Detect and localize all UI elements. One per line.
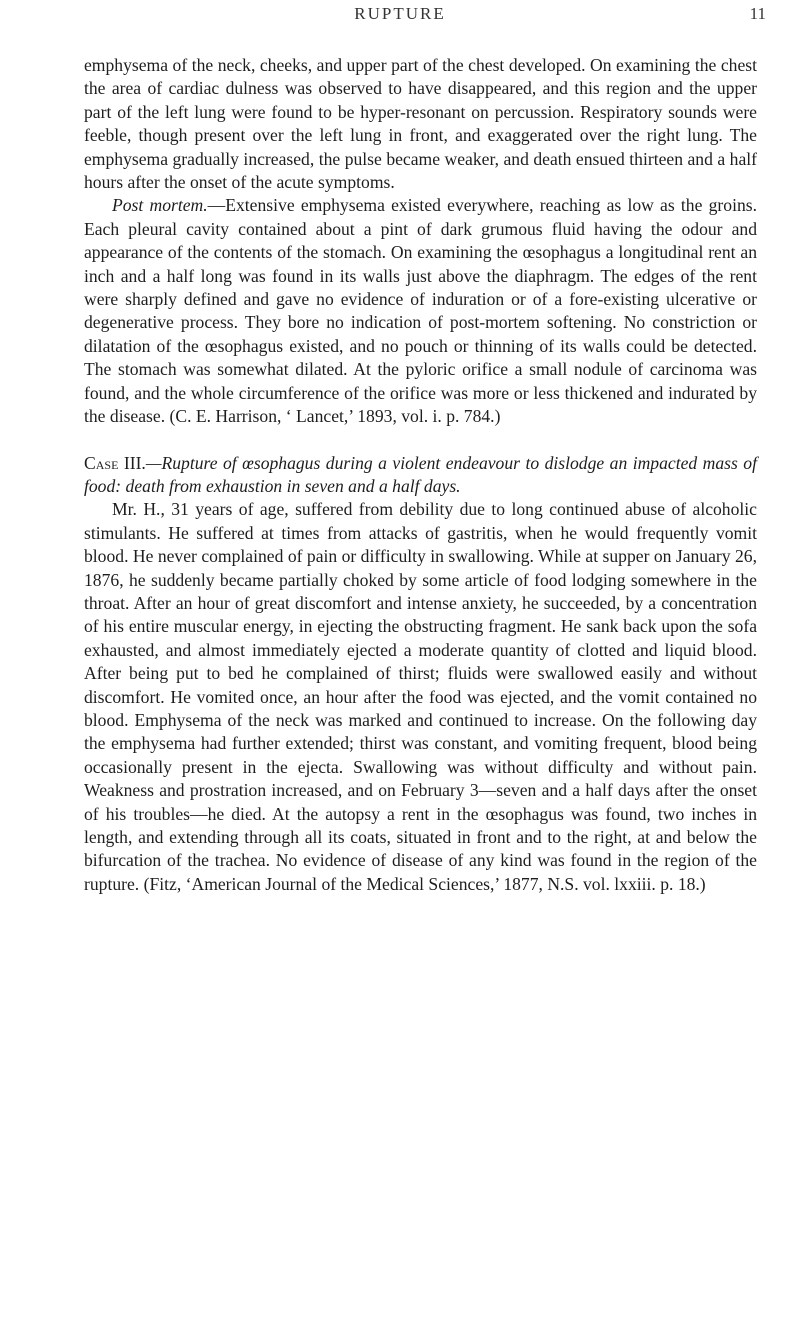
post-mortem-text: —Extensive emphysema existed everywhere, reaching as low as the groins. Each pleural cavity contained about a pint of dark grumous fluid having the odour and appearance of the contents of the stomach. On examining the œsophagus a longitudinal rent an inch and a half long was found in its walls just above the diaphragm. The edges of the rent were sharply defined and gave no evidence of induration or of a fore-existing ulcerative or degenerative process. They bore no indication of post-mortem softening. No constriction or dilatation of the œsophagus existed, and no pouch or thinning of its walls could be detected. The stomach was somewhat dilated. At the pyloric orifice a small nodule of carcinoma was found, and the whole circumference of the orifice was more or less thickened and indurated by the disease. (C. E. Harrison, ‘ Lancet,’ 1893, vol. i. p. 784.) (84, 195, 758, 427)
running-head (0, 4, 800, 28)
case3-title: —Rupture of œsophagus during a violent endeavour to dislodge an impacted mass of food: death from exhaustion in seven and a half days. (84, 452, 757, 496)
case3-label: Case III. (84, 452, 146, 473)
case2-continued-paragraph: emphysema of the neck, cheeks, and upper part of the chest developed. On examining the chest the area of cardiac dulness was observed to have disappeared, and this region and the upper part of the left lung were found to be hyper-resonant on percussion. Respiratory sounds were feeble, though present over the left lung in front, and exaggerated over the right lung. The emphysema gradually increased, the pulse became weaker, and death ensued thirteen and a half hours after the onset of the acute symptoms. (84, 55, 757, 193)
body-text (84, 54, 757, 896)
case3-body-paragraph: Mr. H., 31 years of age, suffered from debility due to long continued abuse of alcoholic stimulants. He suffered at times from attacks of gastritis, when he would frequently vomit blood. He never complained of pain or difficulty in swallowing. While at supper on January 26, 1876, he suddenly became partially choked by some article of food lodging somewhere in the throat. After an hour of great discomfort and intense anxiety, he succeeded, by a concentration of his entire muscular energy, in ejecting the obstructing fragment. He sank back upon the sofa exhausted, and almost immediately ejected a moderate quantity of clotted and liquid blood. After being put to bed he complained of thirst; fluids were swallowed easily and without discomfort. He vomited once, an hour after the food was ejected, and the vomit contained no blood. Emphysema of the neck was marked and continued to increase. On the following day the emphysema had further extended; thirst was constant, and vomiting frequent, blood being occasionally present in the ejecta. Swallowing was without difficulty and without pain. Weakness and prostration increased, and on February 3—seven and a half days after the onset of his troubles—he died. At the autopsy a rent in the œsophagus was found, two inches in length, and extending through all its coats, situated in front and to the right, at and below the bifurcation of the trachea. No evidence of disease of any kind was found in the region of the rupture. (Fitz, ‘American Journal of the Medical Sciences,’ 1877, N.S. vol. lxxiii. p. 18.) (84, 499, 757, 894)
running-title: RUPTURE (354, 4, 446, 23)
page-number: 11 (749, 4, 766, 23)
post-mortem-label: Post mortem. (112, 195, 208, 216)
post-mortem-paragraph (84, 194, 757, 428)
case3-heading (84, 452, 757, 499)
